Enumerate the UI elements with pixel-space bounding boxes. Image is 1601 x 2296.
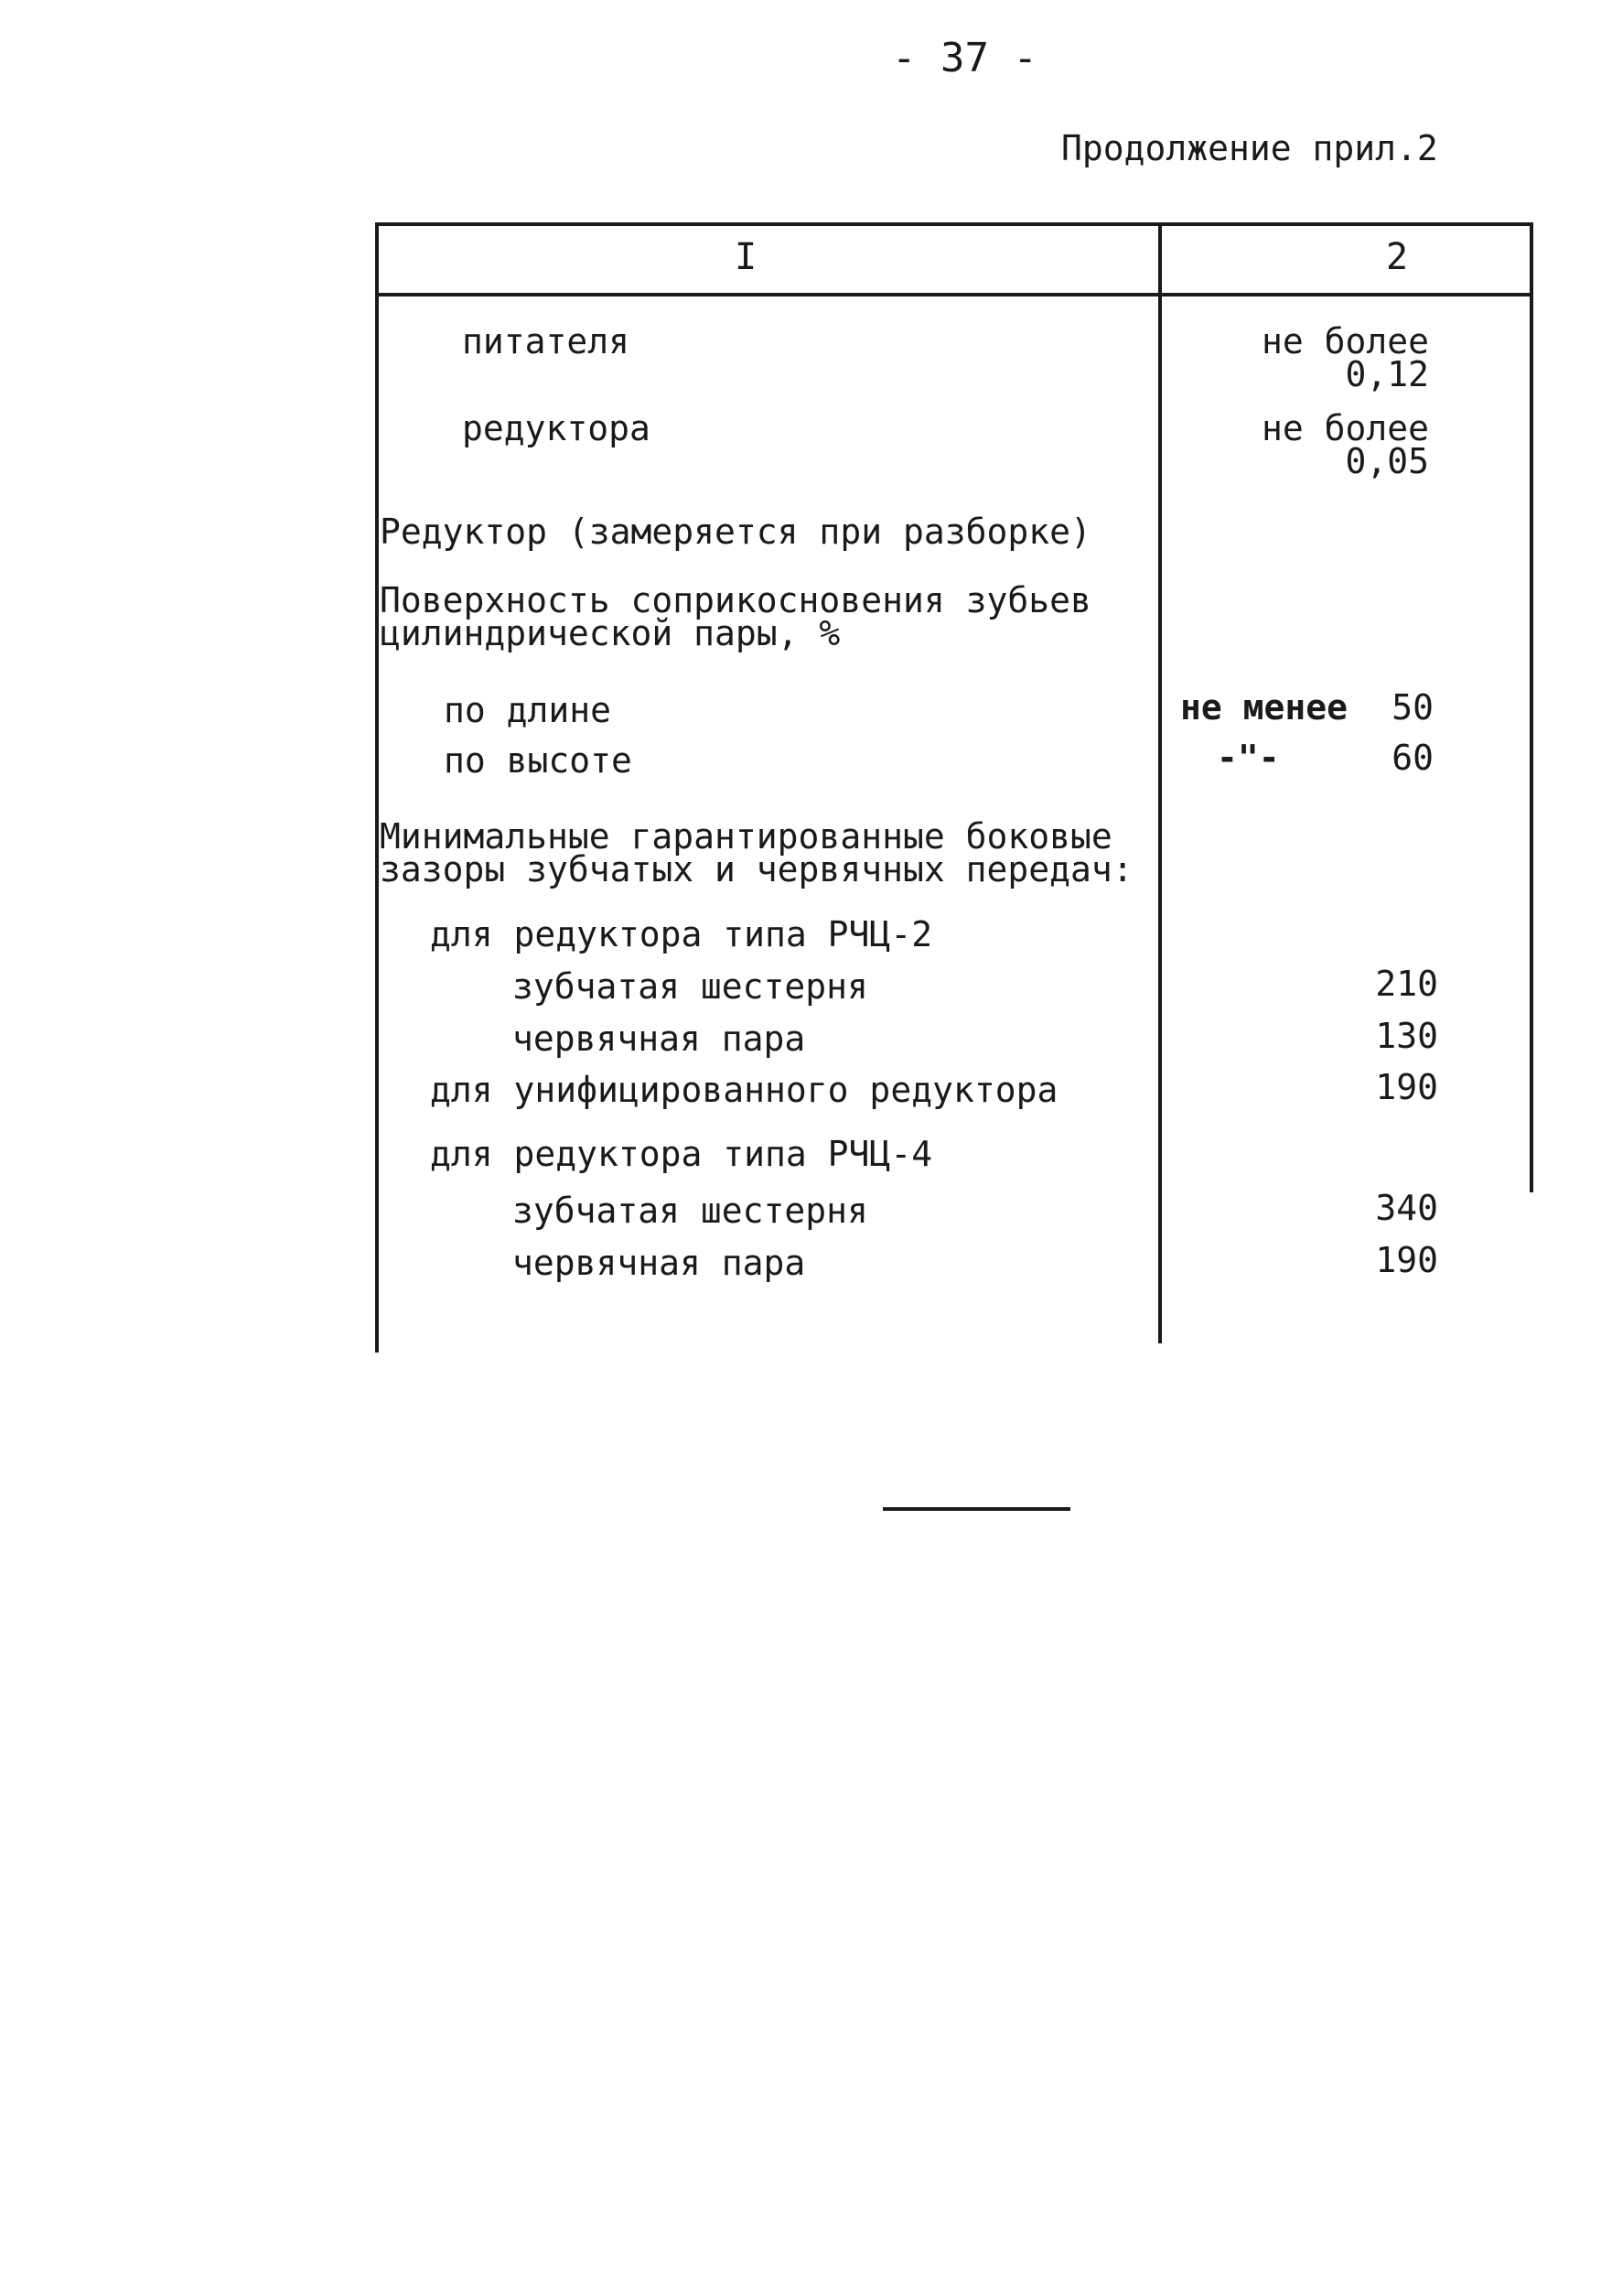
row-label-worm-rchts4: червячная пара (512, 1243, 806, 1283)
row-label-rchts4: для редуктора типа РЧЦ-4 (430, 1134, 933, 1174)
row-value-gear-rchts2: 210 (1375, 964, 1438, 1004)
row-value-feeder: не более 0,12 (1261, 321, 1429, 394)
table-top-border (375, 222, 1533, 226)
table-left-border (375, 222, 379, 1353)
row-value-worm-rchts4: 190 (1375, 1240, 1438, 1280)
row-value-prefix-by-height: -"- (1217, 738, 1280, 778)
row-label-gear-rchts2: зубчатая шестерня (512, 966, 868, 1007)
column-header-1: I (735, 236, 758, 278)
row-label-gear-rchts4: зубчатая шестерня (512, 1191, 868, 1231)
end-rule (883, 1507, 1070, 1511)
row-label-worm-rchts2: червячная пара (512, 1019, 806, 1059)
row-label-by-length: по длине (444, 690, 612, 730)
row-value-prefix-by-length: не менее (1180, 687, 1348, 728)
row-label-unified-reducer: для унифицированного редуктора (430, 1070, 1058, 1110)
row-value-by-height: 60 (1391, 738, 1434, 778)
row-value-worm-rchts2: 130 (1375, 1016, 1438, 1056)
section-heading-contact-surface: Поверхность соприкосновения зубьев цилиндрической пары, % (380, 580, 1091, 653)
continuation-note: Продолжение прил.2 (1061, 128, 1438, 168)
column-header-2: 2 (1386, 236, 1409, 278)
table-column-divider (1158, 222, 1162, 1343)
row-value-by-length: 50 (1391, 687, 1434, 728)
page-number: - 37 - (892, 35, 1037, 81)
section-heading-reducer: Редуктор (замеряется при разборке) (380, 512, 1091, 552)
row-value-unified-reducer: 190 (1375, 1067, 1438, 1107)
row-value-reducer: не более 0,05 (1261, 408, 1429, 481)
table-right-border (1530, 222, 1533, 1192)
table-header-divider (375, 293, 1533, 296)
row-label-feeder: питателя (462, 321, 630, 361)
row-label-by-height: по высоте (444, 740, 632, 781)
row-label-reducer: редуктора (462, 408, 650, 448)
row-value-gear-rchts4: 340 (1375, 1188, 1438, 1228)
section-heading-backlash: Минимальные гарантированные боковые зазоры зубчатых и червячных передач: (380, 816, 1134, 889)
row-label-rchts2: для редуктора типа РЧЦ-2 (430, 914, 933, 954)
